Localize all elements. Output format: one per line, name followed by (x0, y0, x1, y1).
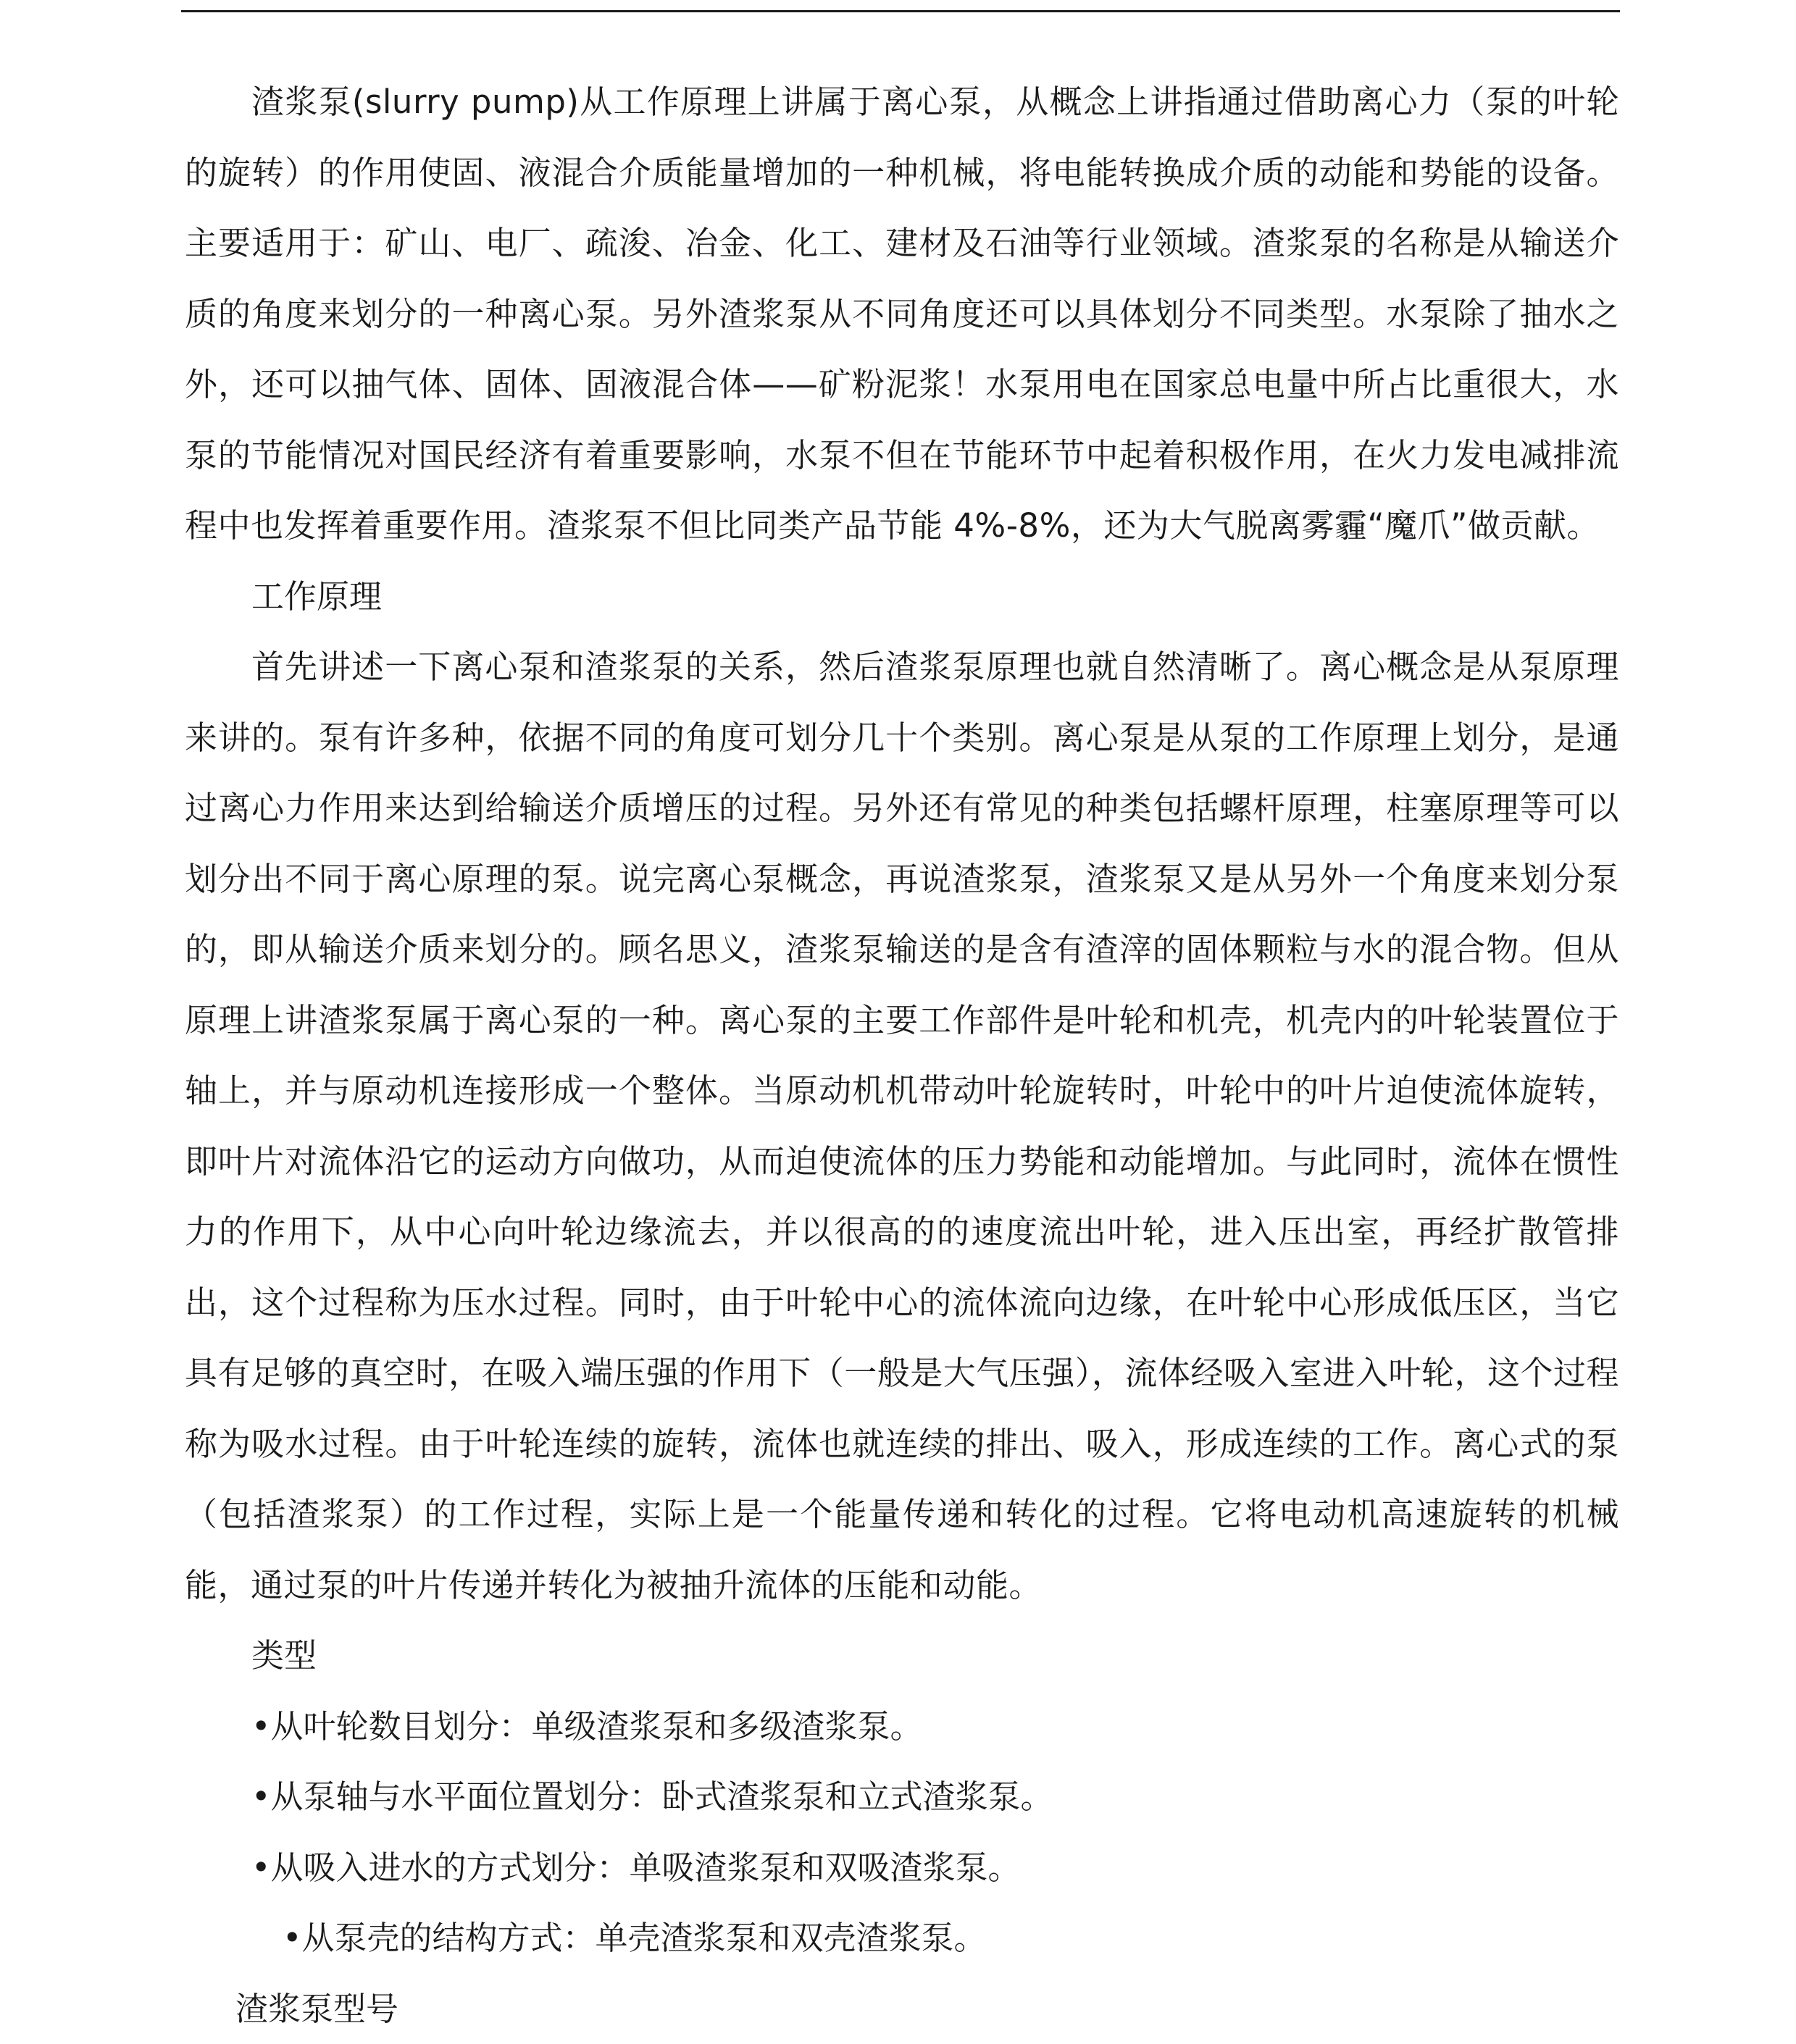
section-heading-types: 类型 (185, 1620, 1619, 1691)
type-bullet-impeller-count: •从叶轮数目划分：单级渣浆泵和多级渣浆泵。 (185, 1691, 1619, 1762)
section-heading-models: 渣浆泵型号 (185, 1974, 1619, 2044)
type-bullet-shaft-position: •从泵轴与水平面位置划分：卧式渣浆泵和立式渣浆泵。 (185, 1762, 1619, 1833)
type-bullet-casing-structure: •从泵壳的结构方式：单壳渣浆泵和双壳渣浆泵。 (185, 1903, 1619, 1974)
working-principle-paragraph: 首先讲述一下离心泵和渣浆泵的关系，然后渣浆泵原理也就自然清晰了。离心概念是从泵原理来讲的。泵有许多种，依据不同的角度可划分几十个类别。离心泵是从泵的工作原理上划分，是通过离心力作用来达到给输送介质增压的过程。另外还有常见的种类包括螺杆原理，柱塞原理等可以划分出不同于离心原理的泵。说完离心泵概念，再说渣浆泵，渣浆泵又是从另外一个角度来划分泵的，即从输送介质来划分的。顾名思义，渣浆泵输送的是含有渣滓的固体颗粒与水的混合物。但从原理上讲渣浆泵属于离心泵的一种。离心泵的主要工作部件是叶轮和机壳，机壳内的叶轮装置位于轴上，并与原动机连接形成一个整体。当原动机机带动叶轮旋转时，叶轮中的叶片迫使流体旋转，即叶片对流体沿它的运动方向做功，从而迫使流体的压力势能和动能增加。与此同时，流体在惯性力的作用下，从中心向叶轮边缘流去，并以很高的的速度流出叶轮，进入压出室，再经扩散管排出，这个过程称为压水过程。同时，由于叶轮中心的流体流向边缘，在叶轮中心形成低压区，当它具有足够的真空时，在吸入端压强的作用下（一般是大气压强），流体经吸入室进入叶轮，这个过程称为吸水过程。由于叶轮连续的旋转，流体也就连续的排出、吸入，形成连续的工作。离心式的泵（包括渣浆泵）的工作过程，实际上是一个能量传递和转化的过程。它将电动机高速旋转的机械能，通过泵的叶片传递并转化为被抽升流体的压能和动能。 (185, 632, 1619, 1620)
intro-paragraph: 渣浆泵(slurry pump)从工作原理上讲属于离心泵，从概念上讲指通过借助离心力（泵的叶轮的旋转）的作用使固、液混合介质能量增加的一种机械，将电能转换成介质的动能和势能的设备。主要适用于：矿山、电厂、疏浚、冶金、化工、建材及石油等行业领域。渣浆泵的名称是从输送介质的角度来划分的一种离心泵。另外渣浆泵从不同角度还可以具体划分不同类型。水泵除了抽水之外，还可以抽气体、固体、固液混合体——矿粉泥浆！水泵用电在国家总电量中所占比重很大，水泵的节能情况对国民经济有着重要影响，水泵不但在节能环节中起着积极作用，在火力发电减排流程中也发挥着重要作用。渣浆泵不但比同类产品节能 4%-8%，还为大气脱离雾霾“魔爪”做贡献。 (185, 67, 1619, 561)
header-rule (181, 10, 1620, 12)
section-heading-working-principle: 工作原理 (185, 561, 1619, 632)
document-body (185, 67, 1619, 2044)
type-bullet-suction-mode: •从吸入进水的方式划分：单吸渣浆泵和双吸渣浆泵。 (185, 1833, 1619, 1903)
